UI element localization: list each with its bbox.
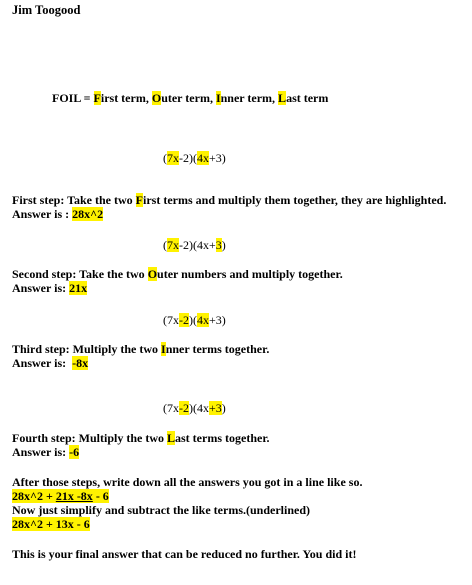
expr-part: ( — [163, 151, 167, 165]
step-text: irst terms and multiply them together, they are highlighted. — [143, 193, 447, 207]
step-text: ast terms together. — [175, 431, 270, 445]
foil-letter-f: F — [93, 91, 101, 105]
expression-last — [163, 401, 226, 415]
combined-part: - 6 — [92, 489, 109, 503]
step-letter: O — [147, 267, 158, 281]
answer-label: Answer is: — [12, 281, 70, 295]
expr-highlight: +3 — [209, 401, 222, 415]
answer-second — [12, 281, 87, 295]
step-text: uter numbers and multiply together. — [157, 267, 343, 281]
expr-highlight: -2 — [179, 401, 189, 415]
expr-part: )(4x — [189, 401, 209, 415]
expr-part: (7x — [163, 401, 179, 415]
answer-value: 21x — [69, 281, 88, 295]
expr-highlight: 7x — [167, 238, 179, 252]
step-third — [12, 342, 269, 356]
expr-part: -2)(4x+ — [179, 238, 216, 252]
expr-highlight: 7x — [167, 151, 179, 165]
step-text: First step: Take the two — [12, 193, 136, 207]
combine-intro: After those steps, write down all the answers you got in a line like so. — [12, 475, 363, 489]
step-text: Second step: Take the two — [12, 267, 148, 281]
answer-fourth — [12, 445, 79, 459]
expr-highlight: 4x — [197, 313, 209, 327]
expr-highlight: 4x — [197, 151, 209, 165]
expr-part: +3) — [209, 151, 226, 165]
expression-outer — [163, 238, 226, 252]
foil-letter-i: I — [215, 91, 221, 105]
step-letter: F — [135, 193, 144, 207]
simplify-instruction: Now just simplify and subtract the like terms.(underlined) — [12, 503, 311, 517]
result-value: 28x^2 + 13x - 6 — [12, 517, 90, 531]
like-terms-underlined: 21x -8x — [55, 489, 93, 503]
expression-inner — [163, 313, 226, 327]
foil-lhs: FOIL = — [52, 91, 94, 105]
foil-rest-l: ast term — [286, 91, 329, 105]
answer-value: -8x — [72, 356, 89, 370]
final-statement: This is your final answer that can be reduced no further. You did it! — [12, 547, 357, 561]
foil-rest-i: nner term, — [220, 91, 279, 105]
expr-part: -2)( — [179, 151, 197, 165]
answer-value: -6 — [69, 445, 80, 459]
expr-highlight: 3 — [215, 238, 222, 252]
foil-letter-l: L — [278, 91, 287, 105]
step-text: nner terms together. — [165, 342, 270, 356]
expr-part: )( — [189, 313, 197, 327]
final-result — [12, 517, 90, 531]
foil-definition — [52, 91, 328, 105]
expr-part: ( — [163, 238, 167, 252]
expr-part: ) — [221, 238, 226, 252]
answer-label: Answer is : — [12, 207, 73, 221]
author-name: Jim Toogood — [12, 3, 81, 17]
step-second — [12, 267, 343, 281]
foil-rest-o: uter term, — [161, 91, 216, 105]
answer-label: Answer is: — [12, 356, 73, 370]
step-letter: I — [161, 342, 166, 356]
expr-part: (7x — [163, 313, 179, 327]
answer-third — [12, 356, 88, 370]
expr-part: +3) — [209, 313, 226, 327]
expr-highlight: -2 — [179, 313, 189, 327]
step-letter: L — [167, 431, 176, 445]
combined-part: 28x^2 + — [12, 489, 56, 503]
step-text: Third step: Multiply the two — [12, 342, 162, 356]
answer-label: Answer is: — [12, 445, 70, 459]
foil-letter-o: O — [151, 91, 162, 105]
answer-value: 28x^2 — [72, 207, 104, 221]
step-first — [12, 193, 446, 207]
combined-line — [12, 489, 109, 503]
expr-part: ) — [221, 401, 226, 415]
expression-first — [163, 151, 226, 165]
step-text: Fourth step: Multiply the two — [12, 431, 167, 445]
answer-first — [12, 207, 103, 221]
step-fourth — [12, 431, 270, 445]
foil-rest-f: irst term, — [100, 91, 152, 105]
